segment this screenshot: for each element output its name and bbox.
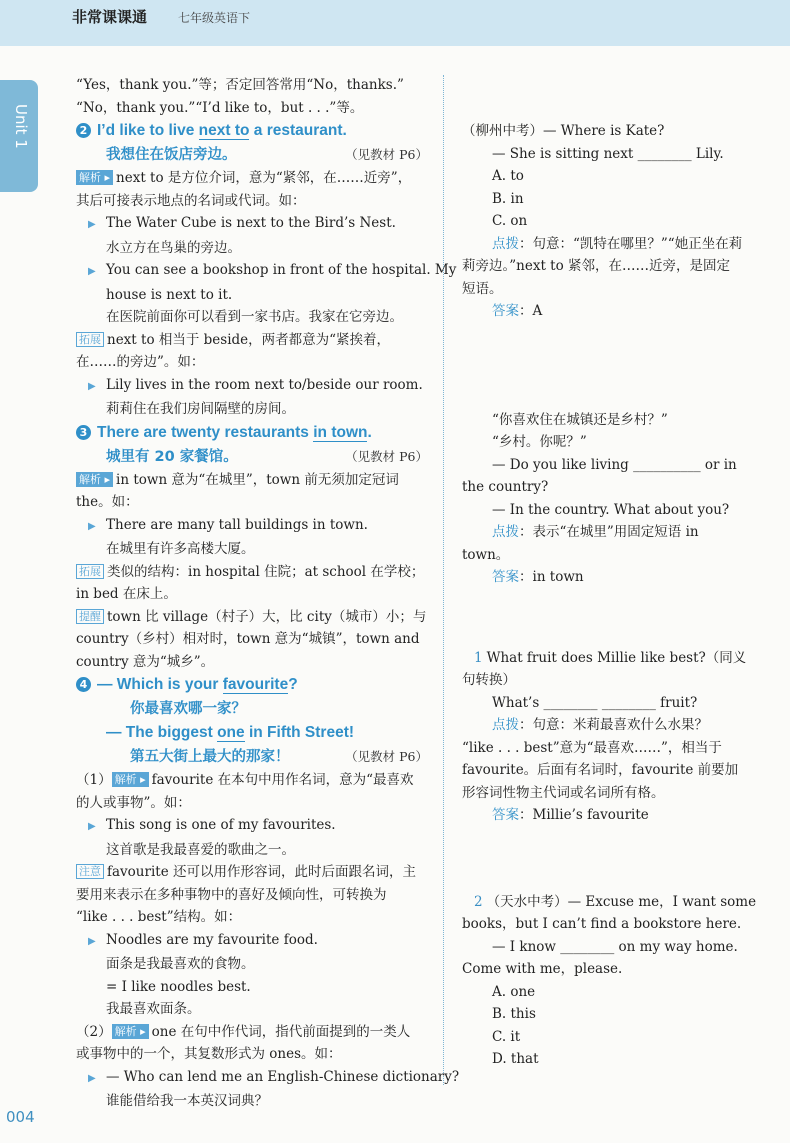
exercise-line: 短语。 — [462, 280, 503, 297]
exercise-line: favourite。后面有名词时，favourite 前要加 — [462, 762, 739, 778]
example-translation: 水立方在鸟巢的旁边。 — [106, 239, 241, 256]
translation-text: 我想住在饭店旁边。 — [106, 147, 237, 163]
exercise-text: ：A — [519, 303, 543, 319]
section-heading — [76, 421, 428, 445]
note-line — [76, 861, 428, 884]
heading-text: a restaurant. — [249, 122, 347, 139]
bullet-arrow-icon: ▶ — [88, 935, 96, 947]
note-line — [76, 329, 428, 352]
exercise-line — [462, 647, 747, 670]
note-text: in town 意为“在城里”，town 前无须加定冠词 — [116, 471, 399, 488]
textbook-reference: （见教材 P6） — [345, 749, 428, 764]
exercise-line: 形容词性物主代词或名词所有格。 — [462, 784, 665, 801]
section-heading — [76, 673, 428, 697]
exercise-line: — In the country. What about you? — [492, 501, 730, 518]
exercise-line: 莉旁边。”next to 紧邻，在……近旁，是固定 — [462, 258, 731, 274]
example-sentence — [76, 212, 428, 237]
section-number-badge: 3 — [76, 425, 91, 440]
body-text: 其后可接表示地点的名词或代词。如： — [76, 192, 306, 209]
exercise-text: ：表示“在城里”用固定短语 in — [519, 524, 699, 540]
bullet-arrow-icon: ▶ — [88, 1072, 96, 1084]
exercise-number: 2 — [474, 893, 483, 910]
note-tag: 拓展 — [76, 332, 104, 347]
example-sentence — [76, 814, 428, 839]
left-column — [76, 74, 460, 1113]
example-sentence — [76, 929, 428, 954]
bullet-arrow-icon: ▶ — [88, 219, 96, 230]
hint-label: 点拨 — [492, 235, 519, 252]
note-line — [76, 561, 428, 584]
example-sentence — [76, 514, 428, 539]
answer-label: 答案 — [492, 303, 519, 319]
body-text: country（乡村）相对时，town 意为“城镇”，town and — [76, 631, 420, 647]
exercise-line: C. it — [492, 1028, 521, 1045]
exercise-line — [462, 566, 744, 589]
exercise-line: — I know ________ on my way home. — [492, 938, 738, 955]
heading-text: ? — [288, 676, 298, 693]
underlined-phrase: in town — [313, 423, 368, 441]
textbook-reference: （见教材 P6） — [345, 448, 428, 464]
example-sentence — [76, 1066, 460, 1091]
underlined-phrase: one — [217, 724, 245, 741]
heading-text: I’d like to live — [97, 122, 199, 139]
note-tag: 解析 ▸ — [112, 772, 149, 787]
body-text: 要用来表示在多种事物中的喜好及倾向性，可转换为 — [76, 886, 387, 903]
exercise-line: What’s ________ ________ fruit? — [492, 694, 698, 711]
note-text: next to 相当于 beside，两者都意为“紧挨着， — [107, 331, 391, 348]
brand-title: 非常课课通 — [72, 8, 148, 26]
exercise-block — [462, 891, 757, 1071]
exercise-line — [462, 233, 744, 256]
body-text: in bed 在床上。 — [76, 586, 177, 602]
section-heading-line — [76, 721, 428, 745]
exercise-line: A. one — [492, 983, 536, 1000]
exercise-line: B. this — [492, 1006, 536, 1022]
example-translation: = I like noodles best. — [106, 978, 251, 995]
note-text: favourite 在本句中用作名词，意为“最喜欢 — [151, 772, 414, 788]
note-text: 类似的结构：in hospital 住院；at school 在学校； — [107, 563, 425, 580]
exercise-line — [462, 804, 744, 827]
example-translation: 谁能借给我一本英汉词典？ — [106, 1093, 268, 1109]
underlined-phrase: next to — [198, 122, 250, 139]
section-heading-translation — [76, 445, 428, 469]
exercise-line: Come with me，please. — [462, 961, 623, 977]
book-subtitle: 七年级英语下 — [178, 11, 251, 25]
section-heading-translation — [76, 745, 428, 769]
heading-text: There are twenty restaurants — [97, 423, 314, 441]
exercise-line: C. on — [492, 213, 528, 229]
section-heading — [76, 119, 428, 143]
page-number: 004 — [6, 1108, 35, 1126]
example-text: This song is one of my favourites. — [106, 817, 336, 833]
example-translation: 这首歌是我最喜爱的歌曲之一。 — [106, 841, 295, 858]
heading-text: — Which is your — [97, 676, 223, 693]
section-heading-translation — [76, 143, 428, 167]
exercise-block — [462, 647, 747, 827]
note-tag: 注意 — [76, 864, 104, 879]
hint-label: 点拨 — [492, 717, 519, 733]
example-sentence — [76, 259, 457, 284]
example-text: Noodles are my favourite food. — [106, 931, 318, 948]
unit-tab — [0, 80, 38, 192]
hint-label: 点拨 — [492, 524, 519, 540]
textbook-reference: （见教材 P6） — [345, 147, 428, 162]
exercise-block — [462, 409, 744, 589]
exercise-text: ：in town — [519, 569, 584, 585]
note-text: next to 是方位介词，意为“紧邻，在……近旁”， — [116, 170, 412, 186]
note-line — [76, 1021, 428, 1044]
example-text: You can see a bookshop in front of the hospital. My — [106, 262, 457, 278]
example-text: — Who can lend me an English-Chinese dictionary? — [106, 1068, 460, 1085]
note-text: favourite 还可以用作形容词，此时后面跟名词，主 — [107, 864, 416, 880]
note-tag: 拓展 — [76, 564, 104, 579]
exercise-line: （柳州中考）— Where is Kate? — [462, 123, 665, 139]
exercise-line — [462, 714, 744, 737]
translation-text: 你最喜欢哪一家？ — [130, 701, 246, 717]
example-translation: 面条是我最喜欢的食物。 — [106, 956, 255, 972]
body-text: “No，thank you.”“I’d like to，but . . .”等。 — [76, 99, 364, 116]
exercise-line — [462, 521, 744, 544]
exercise-number: 1 — [474, 649, 483, 666]
section-number-badge: 2 — [76, 123, 91, 138]
note-tag: 解析 ▸ — [76, 472, 113, 487]
example-translation: 我最喜欢面条。 — [106, 1001, 201, 1017]
body-text: 或事物中的一个，其复数形式为 ones。如： — [76, 1046, 342, 1062]
example-text: The Water Cube is next to the Bird’s Nest. — [106, 215, 396, 231]
section-number-badge: 4 — [76, 677, 91, 692]
answer-label: 答案 — [492, 807, 519, 823]
exercise-line: — Do you like living __________ or in — [492, 456, 737, 473]
exercise-line: “like . . . best”意为“最喜欢……”，相当于 — [462, 739, 722, 756]
answer-label: 答案 — [492, 569, 519, 585]
note-line — [76, 769, 428, 792]
bullet-arrow-icon: ▶ — [88, 380, 96, 392]
page-header — [0, 0, 790, 46]
exercise-line — [462, 300, 744, 323]
body-text: 在……的旁边”。如： — [76, 354, 205, 370]
bullet-arrow-icon: ▶ — [88, 520, 96, 532]
exercise-line: books，but I can’t find a bookstore here. — [462, 916, 742, 932]
note-tag: 解析 ▸ — [112, 1024, 149, 1039]
exercise-line: B. in — [492, 190, 524, 207]
example-text: There are many tall buildings in town. — [106, 516, 368, 533]
exercise-line: “你喜欢住在城镇还是乡村？” — [492, 411, 668, 428]
note-line — [76, 606, 428, 629]
bullet-arrow-icon: ▶ — [88, 266, 96, 277]
exercise-line: the country? — [462, 479, 549, 495]
unit-tab-label: Unit 1 — [12, 104, 30, 149]
body-text: 的人或事物”。如： — [76, 794, 191, 811]
note-tag: 解析 ▸ — [76, 170, 113, 185]
column-divider — [443, 75, 444, 1085]
heading-text: — The biggest — [106, 724, 218, 741]
exercise-line: D. that — [492, 1051, 539, 1067]
exercise-line — [462, 891, 757, 914]
heading-text: . — [367, 423, 372, 441]
note-line — [76, 469, 428, 492]
exercise-line: — She is sitting next ________ Lily. — [492, 145, 724, 162]
note-text: one 在句中作代词，指代前面提到的一类人 — [151, 1023, 411, 1040]
exercise-text: ：Millie’s favourite — [519, 807, 649, 823]
example-translation: 在城里有许多高楼大厦。 — [106, 541, 255, 557]
body-text: “like . . . best”结构。如： — [76, 909, 242, 925]
example-translation: 在医院前面你可以看到一家书店。我家在它旁边。 — [106, 309, 403, 325]
underlined-phrase: favourite — [222, 676, 289, 693]
heading-text: in Fifth Street! — [244, 724, 355, 741]
note-text: town 比 village（村子）大，比 city（城市）小；与 — [107, 608, 427, 625]
example-sentence — [76, 374, 428, 399]
body-text: “Yes，thank you.”等；否定回答常用“No，thanks.” — [76, 77, 404, 93]
example-translation: 莉莉住在我们房间隔壁的房间。 — [106, 401, 295, 417]
sub-point-number: （1） — [76, 772, 112, 788]
bullet-arrow-icon: ▶ — [88, 821, 96, 832]
example-text: Lily lives in the room next to/beside our room. — [106, 376, 423, 393]
exercise-text: ：句意：米莉最喜欢什么水果？ — [519, 717, 708, 733]
exercise-text: （天水中考）— Excuse me，I want some — [486, 893, 757, 910]
translation-text: 城里有 20 家餐馆。 — [106, 448, 238, 465]
section-heading-translation — [76, 697, 428, 721]
exercise-line: A. to — [492, 168, 524, 184]
body-text: the。如： — [76, 494, 139, 510]
translation-text: 第五大街上最大的那家！ — [130, 749, 290, 765]
exercise-block — [462, 120, 744, 323]
exercise-text: ：句意：“凯特在哪里？”“她正坐在莉 — [519, 235, 743, 252]
right-column — [462, 120, 757, 1071]
exercise-line: “乡村。你呢？” — [492, 434, 587, 450]
exercise-line: town。 — [462, 546, 510, 563]
sub-point-number: （2） — [76, 1023, 112, 1040]
exercise-text: What fruit does Millie like best?（同义 — [486, 649, 747, 666]
example-translation: house is next to it. — [106, 286, 233, 303]
note-line — [76, 167, 428, 190]
body-text: country 意为“城乡”。 — [76, 653, 215, 670]
exercise-line: 句转换） — [462, 672, 516, 688]
note-tag: 提醒 — [76, 609, 104, 624]
